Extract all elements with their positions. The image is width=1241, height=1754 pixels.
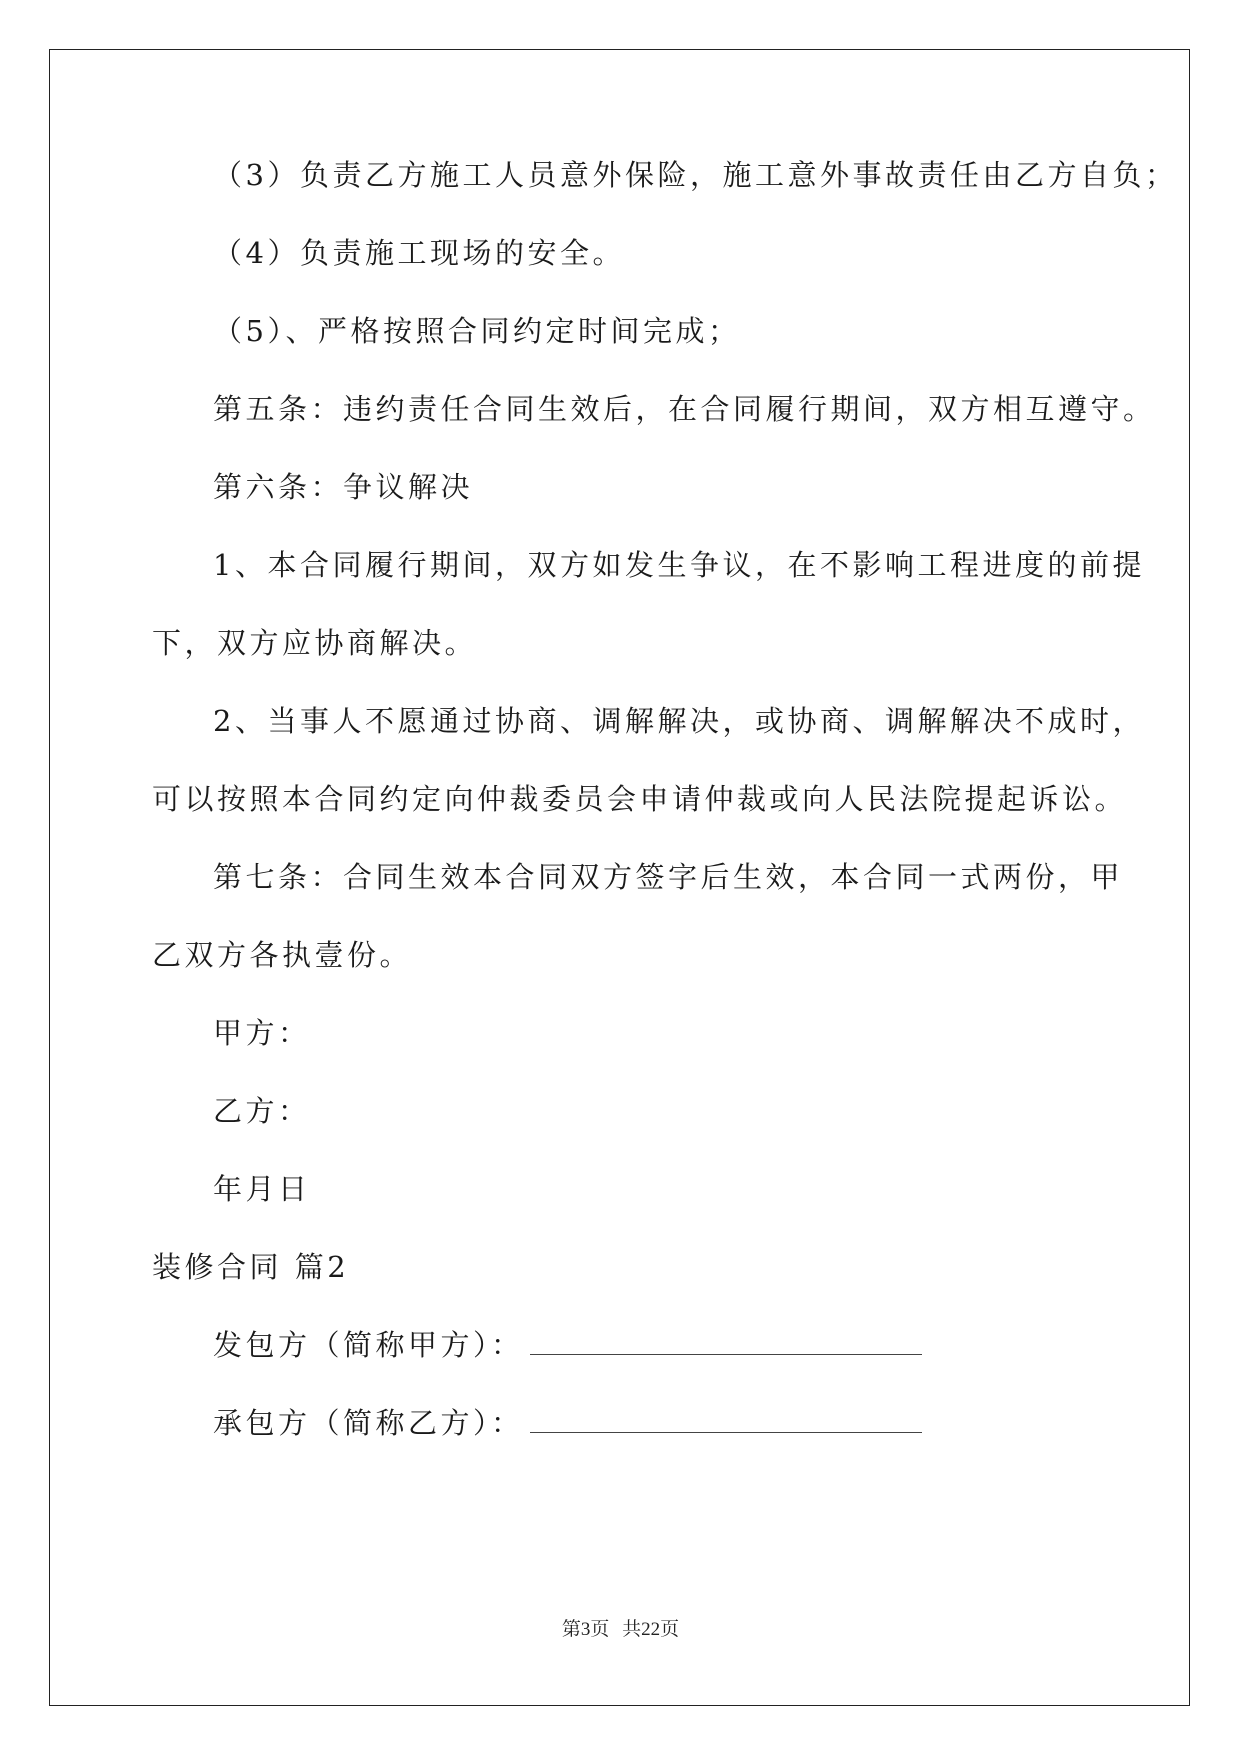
contractor-label: 承包方（简称乙方）： [213, 1406, 524, 1440]
dispute-clause-2-line1: 2、当事人不愿通过协商、调解解决，或协商、调解解决不成时， [213, 704, 1145, 738]
clause-item-3: （3）负责乙方施工人员意外保险，施工意外事故责任由乙方自负； [213, 158, 1178, 192]
article-7-line2: 乙双方各执壹份。 [152, 938, 413, 972]
clause-item-5: （5）、严格按照合同约定时间完成； [213, 314, 741, 348]
clause-item-4: （4）负责施工现场的安全。 [213, 236, 625, 270]
date-line: 年月日 [213, 1172, 311, 1206]
article-5-breach: 第五条：违约责任合同生效后，在合同履行期间，双方相互遵守。 [213, 392, 1156, 426]
contractor-blank[interactable] [530, 1410, 922, 1433]
employer-line [213, 1327, 922, 1363]
article-6-heading: 第六条：争议解决 [213, 470, 474, 504]
page-total: 共22页 [622, 1619, 680, 1640]
page-number: 第3页 [561, 1619, 610, 1640]
party-a-signature: 甲方： [213, 1016, 311, 1050]
dispute-clause-1-line2: 下，双方应协商解决。 [152, 626, 478, 660]
page-footer [0, 1614, 1241, 1641]
section-title: 装修合同 篇2 [152, 1250, 350, 1284]
party-b-signature: 乙方： [213, 1094, 311, 1128]
dispute-clause-2-line2: 可以按照本合同约定向仲裁委员会申请仲裁或向人民法院提起诉讼。 [152, 782, 1128, 816]
employer-blank[interactable] [530, 1332, 922, 1355]
dispute-clause-1-line1: 1、本合同履行期间，双方如发生争议，在不影响工程进度的前提 [213, 548, 1145, 582]
contractor-line [213, 1405, 922, 1441]
employer-label: 发包方（简称甲方）： [213, 1328, 524, 1362]
article-7-line1: 第七条：合同生效本合同双方签字后生效，本合同一式两份，甲 [213, 860, 1124, 894]
